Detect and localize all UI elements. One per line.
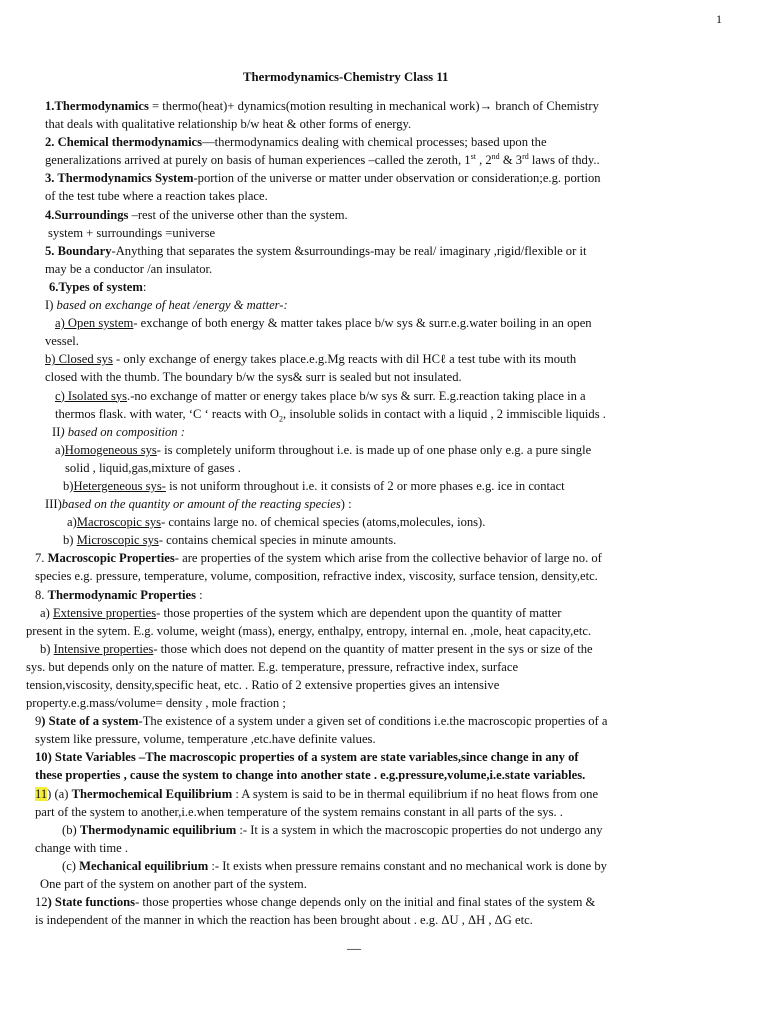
text-line xyxy=(0,169,768,187)
text-segment: part of the system to another,i.e.when temperature of the system remains constant in all parts of the sys. . xyxy=(35,804,563,819)
text-segment: ) : xyxy=(340,497,352,512)
text-line xyxy=(0,766,768,784)
text-line xyxy=(0,857,768,875)
text-segment: = thermo(heat)+ dynamics(motion resulting in mechanical work)→ branch of Chemistry xyxy=(148,99,599,113)
text-segment: b) Closed sys xyxy=(45,352,113,367)
text-line xyxy=(0,151,768,169)
text-segment: c) Isolated sys xyxy=(55,388,128,403)
text-segment: - only exchange of energy takes place.e.g.Mg reacts with dil HCℓ a test tube with its mouth xyxy=(112,352,577,367)
text-segment: these properties , cause the system to change into another state . e.g.pressure,volume,i.e.state variables. xyxy=(35,768,586,783)
text-segment: - contains large no. of chemical species (atoms,molecules, ions). xyxy=(161,515,486,530)
text-line xyxy=(0,314,768,332)
text-segment: - exchange of both energy & matter takes place b/w sys & surr.e.g.water boiling in an open xyxy=(133,316,592,331)
text-segment: Microscopic sys xyxy=(76,533,159,548)
text-segment: 12 xyxy=(35,895,48,910)
text-segment: of the test tube where a reaction takes place. xyxy=(45,189,268,204)
text-segment: 7. xyxy=(35,551,48,566)
text-line xyxy=(0,604,768,622)
text-segment: a) xyxy=(40,605,53,620)
document-title: Thermodynamics-Chemistry Class 11 xyxy=(243,70,449,84)
text-segment: One part of the system on another part of the system. xyxy=(40,877,307,892)
text-segment: closed with the thumb. The boundary b/w the sys& surr is sealed but not insulated. xyxy=(45,370,462,385)
text-segment: a) xyxy=(67,515,77,530)
text-line xyxy=(0,676,768,694)
text-segment: 9 xyxy=(35,714,42,729)
text-line xyxy=(0,423,768,441)
text-segment: Thermodynamic equilibrium xyxy=(79,822,237,837)
text-segment: b) xyxy=(63,533,77,548)
text-segment: ) based on composition : xyxy=(60,424,185,439)
text-line xyxy=(0,242,768,260)
text-segment: - is completely uniform throughout i.e. is made up of one phase only e.g. a pure single xyxy=(156,442,592,457)
text-segment: change with time . xyxy=(35,840,129,855)
text-segment: solid , liquid,gas,mixture of gases . xyxy=(65,460,241,475)
text-segment: - those which does not depend on the quantity of matter present in the sys or size of the xyxy=(153,641,593,656)
text-segment: 3. Thermodynamics System xyxy=(45,171,194,186)
text-segment: present in the sytem. E.g. volume, weight (mass), energy, enthalpy, entropy, internal en. ,mole, heat capacity,etc. xyxy=(26,623,592,638)
text-segment: Mechanical equilibrium xyxy=(79,858,209,873)
text-segment: :- It is a system in which the macroscopic properties do not undergo any xyxy=(236,822,603,837)
text-line xyxy=(0,785,768,803)
text-line xyxy=(0,332,768,350)
text-line xyxy=(0,549,768,567)
text-segment: is not uniform throughout i.e. it consists of 2 or more phases e.g. ice in contact xyxy=(165,478,565,493)
text-segment: 11 xyxy=(35,786,48,801)
text-segment: ) State of a system xyxy=(41,714,139,729)
text-segment: system + surroundings =universe xyxy=(48,225,216,240)
text-line xyxy=(0,495,768,513)
text-line xyxy=(0,911,768,929)
text-segment: : xyxy=(142,279,147,294)
text-segment: -portion of the universe or matter under observation or consideration;e.g. portion xyxy=(193,171,601,186)
text-line xyxy=(0,459,768,477)
text-line xyxy=(0,441,768,459)
text-segment: thermos flask. with water, ‘C ‘ reacts with O xyxy=(55,406,280,421)
text-line xyxy=(0,893,768,911)
text-line xyxy=(0,224,768,242)
text-segment: tension,viscosity, density,specific heat, etc. . Ratio of 2 extensive properties gives an intensive xyxy=(26,678,500,692)
text-segment: Homogeneous sys xyxy=(64,442,157,457)
text-segment: may be a conductor /an insulator. xyxy=(45,261,213,276)
text-segment: III) xyxy=(45,497,62,512)
text-segment: - contains chemical species in minute amounts. xyxy=(158,533,397,548)
text-segment: : A system is said to be in thermal equilibrium if no heat flows from one xyxy=(232,786,599,801)
text-segment: a) xyxy=(55,442,65,457)
text-segment: that deals with qualitative relationship b/w heat & other forms of energy. xyxy=(45,117,412,132)
text-segment: laws of thdy.. xyxy=(528,153,600,168)
text-segment: :- It exists when pressure remains constant and no mechanical work is done by xyxy=(208,858,607,873)
text-line xyxy=(0,586,768,604)
text-line xyxy=(0,839,768,857)
text-line xyxy=(0,640,768,658)
text-line xyxy=(0,115,768,133)
text-line xyxy=(0,513,768,531)
text-segment: -Anything that separates the system &surroundings-may be real/ imaginary ,rigid/flexible or it xyxy=(111,243,587,258)
text-segment: is independent of the manner in which the reaction has been brought about . e.g. ΔU , ΔH , ΔG etc. xyxy=(35,913,533,928)
text-segment: —thermodynamics dealing with chemical processes; based upon the xyxy=(202,135,547,150)
text-segment: ) (a) xyxy=(47,786,72,801)
text-segment: based on exchange of heat /energy & matter-: xyxy=(56,298,288,313)
text-line xyxy=(0,748,768,766)
text-line xyxy=(0,821,768,839)
text-line xyxy=(0,387,768,405)
text-segment: 1.Thermodynamics xyxy=(45,99,149,113)
text-line xyxy=(0,531,768,549)
text-segment: , insoluble solids in contact with a liquid , 2 immiscible liquids . xyxy=(283,406,606,421)
text-segment: Extensive properties xyxy=(52,605,157,620)
text-line xyxy=(0,97,768,115)
text-segment: 6.Types of system xyxy=(49,279,143,294)
footer-mark: __ xyxy=(347,937,361,952)
text-line xyxy=(0,712,768,730)
text-segment: Intensive properties xyxy=(53,641,154,656)
text-segment: 10) State Variables –The macroscopic properties of a system are state variables,since change in any of xyxy=(35,750,579,765)
text-segment: (c) xyxy=(62,858,80,873)
text-segment: species e.g. pressure, temperature, volume, composition, refractive index, viscosity, surface tension, density,etc. xyxy=(35,569,598,584)
text-segment: nd xyxy=(491,152,500,162)
text-line xyxy=(0,260,768,278)
text-segment: ) State functions xyxy=(47,895,136,910)
text-segment: , 2 xyxy=(475,153,492,168)
text-line xyxy=(0,278,768,296)
text-line xyxy=(0,296,768,314)
text-segment: b) xyxy=(40,641,54,656)
text-line xyxy=(0,694,768,712)
text-segment: (b) xyxy=(62,822,80,837)
text-segment: Hetergeneous sys- xyxy=(73,478,166,493)
text-line xyxy=(0,803,768,821)
text-line xyxy=(0,350,768,368)
text-segment: a) Open system xyxy=(55,316,134,331)
text-segment: based on the quantity or amount of the reacting species xyxy=(61,497,341,512)
document-body xyxy=(0,97,768,929)
text-segment: 2. Chemical thermodynamics xyxy=(45,135,203,150)
text-segment: –rest of the universe other than the system. xyxy=(128,207,348,222)
text-segment: Macroscopic Properties xyxy=(47,551,175,566)
text-segment: : xyxy=(196,587,203,602)
text-line xyxy=(0,133,768,151)
text-line xyxy=(0,622,768,640)
page-number: 1 xyxy=(716,12,722,26)
text-segment: - are properties of the system which arise from the collective behavior of large no. of xyxy=(174,551,602,566)
text-segment: .-no exchange of matter or energy takes place b/w sys & surr. E.g.reaction taking place in a xyxy=(127,388,586,403)
text-line xyxy=(0,730,768,748)
text-line xyxy=(0,206,768,224)
text-segment: -The existence of a system under a given set of conditions i.e.the macroscopic properties of a xyxy=(138,714,608,729)
text-line xyxy=(0,368,768,386)
text-segment: - those properties of the system which are dependent upon the quantity of matter xyxy=(156,605,562,620)
text-segment: system like pressure, volume, temperature ,etc.have definite values. xyxy=(35,732,376,747)
text-segment: I) xyxy=(45,298,57,313)
text-segment: 5. Boundary xyxy=(45,243,112,258)
text-segment: 4.Surroundings xyxy=(45,207,129,222)
text-segment: vessel. xyxy=(45,334,79,349)
text-segment: 2 xyxy=(279,414,284,424)
text-segment: property.e.g.mass/volume= density , mole fraction ; xyxy=(26,696,286,711)
text-line xyxy=(0,658,768,676)
text-segment: sys. but depends only on the nature of matter. E.g. temperature, pressure, refractive index, surface xyxy=(26,659,519,674)
text-segment: Thermodynamic Properties xyxy=(47,587,197,602)
text-line xyxy=(0,405,768,423)
text-segment: st xyxy=(470,152,476,162)
text-segment: Macroscopic sys xyxy=(76,515,162,530)
text-segment: b) xyxy=(63,478,74,493)
text-segment: - those properties whose change depends only on the initial and final states of the system & xyxy=(135,895,596,910)
text-segment: rd xyxy=(522,152,529,162)
text-segment: II xyxy=(52,424,61,439)
text-line xyxy=(0,477,768,495)
text-line xyxy=(0,567,768,585)
text-segment: Thermochemical Equilibrium xyxy=(71,786,233,801)
text-segment: 8. xyxy=(35,587,48,602)
text-segment: & 3 xyxy=(499,153,523,168)
text-segment: generalizations arrived at purely on basis of human experiences –called the zeroth, 1 xyxy=(45,153,471,168)
text-line xyxy=(0,187,768,205)
text-line xyxy=(0,875,768,893)
